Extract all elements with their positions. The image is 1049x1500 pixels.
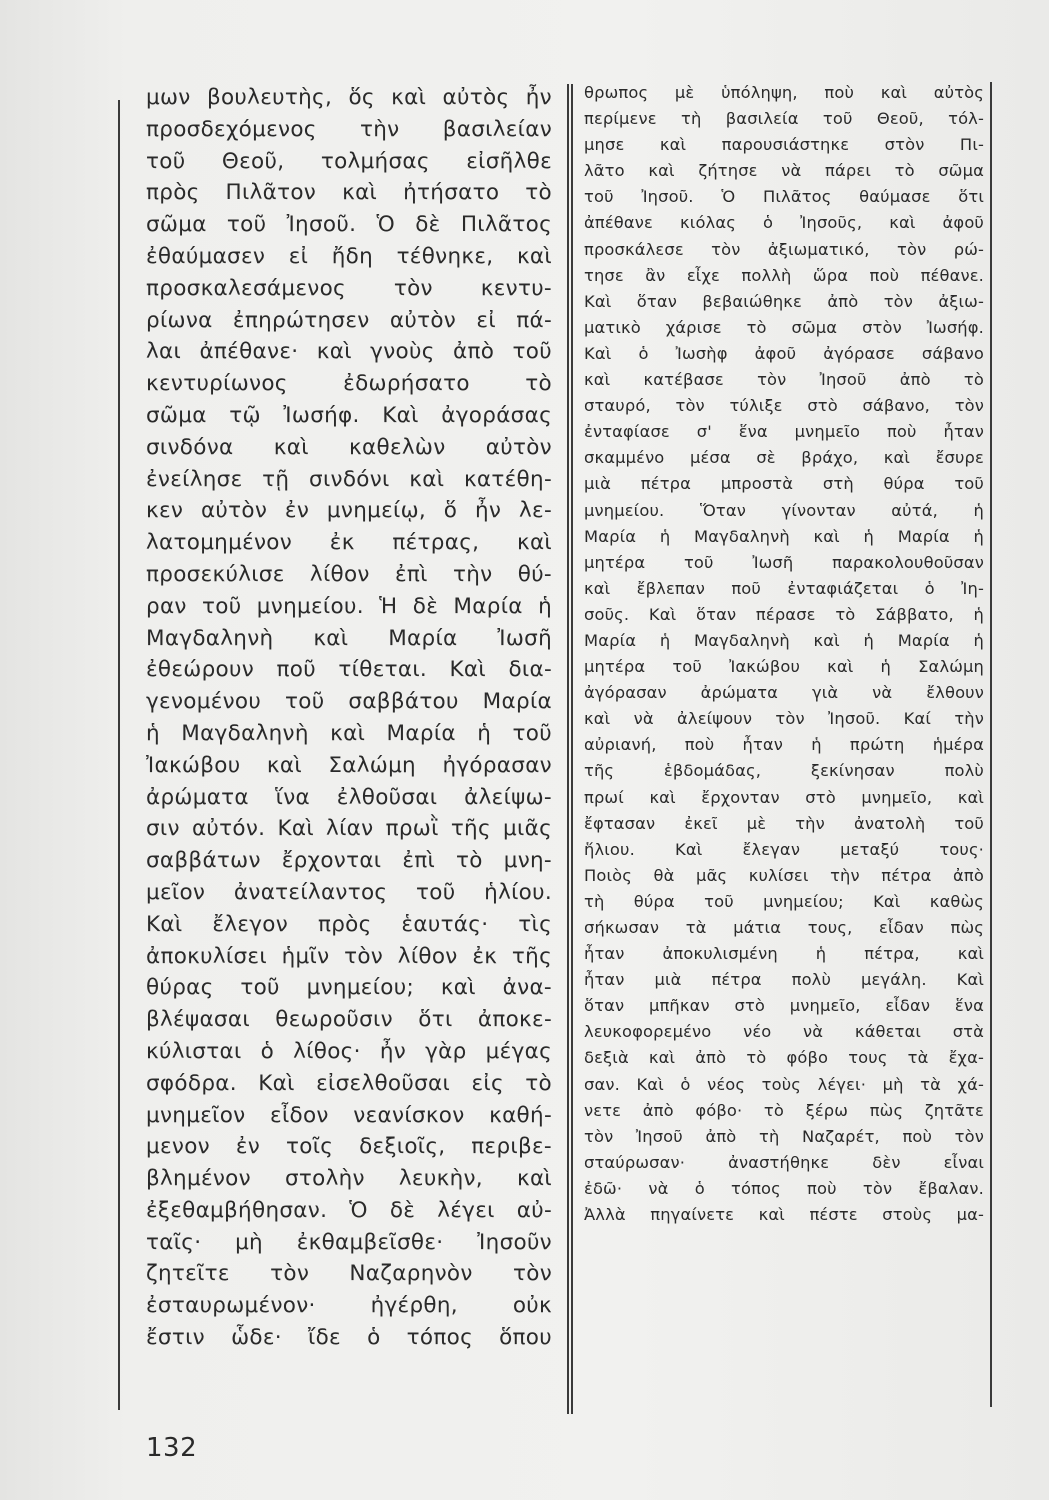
left-margin-rule [118, 100, 120, 1410]
text-line: Ἀλλὰ πηγαίνετε καὶ πέστε στοὺς μα- [584, 1205, 984, 1225]
text-line: λαι ἀπέθανε· καὶ γνοὺς ἀπὸ τοῦ [146, 339, 552, 365]
text-line: σαν. Καὶ ὁ νέος τοὺς λέγει· μὴ τὰ χά- [584, 1074, 984, 1094]
text-line: ἐθαύμασεν εἰ ἤδη τέθνηκε, καὶ [146, 243, 552, 269]
text-line: πρωί καὶ ἔρχονταν στὸ μνημεῖο, καὶ [584, 787, 984, 807]
text-line: νετε ἀπὸ φόβο· τὸ ξέρω πὼς ζητᾶτε [584, 1100, 984, 1120]
right-margin-rule [990, 82, 992, 1407]
text-line: σινδόνα καὶ καθελὼν αὐτὸν [146, 434, 552, 460]
text-line: ἔφτασαν ἐκεῖ μὲ τὴν ἀνατολὴ τοῦ [584, 813, 984, 833]
text-line: μεῖον ἀνατείλαντος τοῦ ἡλίου. [146, 879, 552, 905]
text-line: καὶ ἔβλεπαν ποῦ ἐνταφιάζεται ὁ Ἰη- [584, 578, 984, 598]
text-line: δεξιὰ καὶ ἀπὸ τὸ φόβο τους τὰ ἔχα- [584, 1048, 984, 1068]
text-line: κεντυρίωνος ἐδωρήσατο τὸ [146, 371, 552, 397]
text-line: ὅταν μπῆκαν στὸ μνημεῖο, εἶδαν ἕνα [584, 996, 984, 1016]
text-line: σφόδρα. Καὶ εἰσελθοῦσαι εἰς τὸ [146, 1070, 552, 1096]
text-line: σῶμα τοῦ Ἰησοῦ. Ὁ δὲ Πιλᾶτος [146, 212, 552, 238]
text-line: ζητεῖτε τὸν Ναζαρηνὸν τὸν [146, 1261, 552, 1287]
text-line: μενον ἐν τοῖς δεξιοῖς, περιβε- [146, 1134, 552, 1160]
text-line: ρίωνα ἐπηρώτησεν αὐτὸν εἰ πά- [146, 307, 552, 333]
text-line: ἥλιου. Καὶ ἔλεγαν μεταξύ τους· [584, 839, 984, 859]
text-line: ἀπέθανε κιόλας ὁ Ἰησοῦς, καὶ ἀφοῦ [584, 213, 984, 233]
text-line: Μαρία ἡ Μαγδαληνὴ καὶ ἡ Μαρία ἡ [584, 526, 984, 546]
text-line: ἀρώματα ἵνα ἐλθοῦσαι ἀλείψω- [146, 784, 552, 810]
text-line: Καὶ ὅταν βεβαιώθηκε ἀπὸ τὸν ἀξιω- [584, 291, 984, 311]
text-line: προσδεχόμενος τὴν βασιλείαν [146, 116, 552, 142]
text-line: Ποιὸς θὰ μᾶς κυλίσει τὴν πέτρα ἀπὸ [584, 865, 984, 885]
translation-text-column [584, 80, 984, 1228]
page-number: 132 [146, 1433, 198, 1463]
text-line: ἦταν μιὰ πέτρα πολὺ μεγάλη. Καὶ [584, 970, 984, 990]
text-line: Μαγδαληνὴ καὶ Μαρία Ἰωσῆ [146, 625, 552, 651]
text-line: σιν αὐτόν. Καὶ λίαν πρωῒ τῆς μιᾶς [146, 816, 552, 842]
text-line: ματικὸ χάρισε τὸ σῶμα στὸν Ἰωσήφ. [584, 317, 984, 337]
text-line: θύρας τοῦ μνημείου; καὶ ἀνα- [146, 975, 552, 1001]
text-line: προσκαλεσάμενος τὸν κεντυ- [146, 275, 552, 301]
text-line: κεν αὐτὸν ἐν μνημείῳ, ὅ ἦν λε- [146, 498, 552, 524]
text-line: τοῦ Ἰησοῦ. Ὁ Πιλᾶτος θαύμασε ὅτι [584, 187, 984, 207]
text-line: τησε ἂν εἶχε πολλὴ ὥρα ποὺ πέθανε. [584, 265, 984, 285]
text-line: ἐξεθαμβήθησαν. Ὁ δὲ λέγει αὐ- [146, 1197, 552, 1223]
text-line: λατομημένον ἐκ πέτρας, καὶ [146, 530, 552, 556]
text-line: προσεκύλισε λίθον ἐπὶ τὴν θύ- [146, 561, 552, 587]
center-divider-rule [567, 84, 569, 1414]
text-line: τὸν Ἰησοῦ ἀπὸ τὴ Ναζαρέτ, ποὺ τὸν [584, 1126, 984, 1146]
text-line: Καὶ ὁ Ἰωσὴφ ἀφοῦ ἀγόρασε σάβανο [584, 343, 984, 363]
text-line: ἐσταυρωμένον· ἠγέρθη, οὐκ [146, 1293, 552, 1319]
text-line: σταύρωσαν· ἀναστήθηκε δὲν εἶναι [584, 1152, 984, 1172]
text-line: ἐνείλησε τῇ σινδόνι καὶ κατέθη- [146, 466, 552, 492]
text-line: περίμενε τὴ βασιλεία τοῦ Θεοῦ, τόλ- [584, 109, 984, 129]
text-line: ἔστιν ὧδε· ἴδε ὁ τόπος ὅπου [146, 1325, 552, 1351]
text-line: προσκάλεσε τὸν ἀξιωματικό, τὸν ρώ- [584, 239, 984, 259]
text-line: ἦταν ἀποκυλισμένη ἡ πέτρα, καὶ [584, 944, 984, 964]
text-line: σῶμα τῷ Ἰωσήφ. Καὶ ἀγοράσας [146, 402, 552, 428]
text-line: μνημείου. Ὅταν γίνονταν αὐτά, ἡ [584, 500, 984, 520]
text-line: ραν τοῦ μνημείου. Ἡ δὲ Μαρία ἡ [146, 593, 552, 619]
text-line: Μαρία ἡ Μαγδαληνὴ καὶ ἡ Μαρία ἡ [584, 630, 984, 650]
original-text-column [146, 82, 552, 1354]
text-line: σαββάτων ἔρχονται ἐπὶ τὸ μνη- [146, 848, 552, 874]
text-line: βλέψασαι θεωροῦσιν ὅτι ἀποκε- [146, 1007, 552, 1033]
text-line: πρὸς Πιλᾶτον καὶ ἠτήσατο τὸ [146, 180, 552, 206]
text-line: σήκωσαν τὰ μάτια τους, εἶδαν πὼς [584, 918, 984, 937]
text-line: θρωπος μὲ ὑπόληψη, ποὺ καὶ αὐτὸς [584, 83, 984, 102]
text-line: Ἰακώβου καὶ Σαλώμη ἠγόρασαν [146, 752, 552, 778]
text-line: τοῦ Θεοῦ, τολμήσας εἰσῆλθε [146, 148, 552, 174]
text-line: ἐδῶ· νὰ ὁ τόπος ποὺ τὸν ἔβαλαν. [584, 1178, 984, 1198]
text-line: μητέρα τοῦ Ἰακώβου καὶ ἡ Σαλώμη [584, 657, 984, 677]
text-line: μητέρα τοῦ Ἰωσῆ παρακολουθοῦσαν [584, 552, 984, 572]
text-line: ἐθεώρουν ποῦ τίθεται. Καὶ δια- [146, 657, 552, 683]
text-line: σταυρό, τὸν τύλιξε στὸ σάβανο, τὸν [584, 396, 984, 416]
text-line: σοῦς. Καὶ ὅταν πέρασε τὸ Σάββατο, ἡ [584, 604, 984, 624]
text-line: σκαμμένο μέσα σὲ βράχο, καὶ ἔσυρε [584, 448, 984, 468]
text-line: βλημένον στολὴν λευκὴν, καὶ [146, 1166, 552, 1192]
text-line: μιὰ πέτρα μπροστὰ στὴ θύρα τοῦ [584, 474, 984, 494]
text-line: κύλισται ὁ λίθος· ἦν γὰρ μέγας [146, 1038, 552, 1064]
text-line: μησε καὶ παρουσιάστηκε στὸν Πι- [584, 135, 984, 155]
text-line: λᾶτο καὶ ζήτησε νὰ πάρει τὸ σῶμα [584, 161, 984, 181]
text-line: λευκοφορεμένο νέο νὰ κάθεται στὰ [584, 1022, 984, 1042]
text-line: μνημεῖον εἶδον νεανίσκον καθή- [146, 1102, 552, 1128]
text-line: αὐριανή, ποὺ ἦταν ἡ πρώτη ἡμέρα [584, 735, 984, 755]
text-line: Καὶ ἔλεγον πρὸς ἑαυτάς· τὶς [146, 911, 552, 937]
text-line: καὶ νὰ ἀλείψουν τὸν Ἰησοῦ. Καί τὴν [584, 709, 984, 729]
text-line: μων βουλευτὴς, ὅς καὶ αὐτὸς ἦν [146, 85, 552, 110]
text-line: ἐνταφίασε σ' ἕνα μνημεῖο ποὺ ἦταν [584, 422, 984, 442]
text-line: ἡ Μαγδαληνὴ καὶ Μαρία ἡ τοῦ [146, 720, 552, 746]
text-line: τῆς ἑβδομάδας, ξεκίνησαν πολὺ [584, 761, 984, 781]
text-line: ἀποκυλίσει ἡμῖν τὸν λίθον ἐκ τῆς [146, 943, 552, 969]
center-divider-rule-2 [571, 84, 573, 1414]
text-line: ταῖς· μὴ ἐκθαμβεῖσθε· Ἰησοῦν [146, 1229, 552, 1255]
text-line: ἀγόρασαν ἀρώματα γιὰ νὰ ἔλθουν [584, 683, 984, 703]
text-line: τὴ θύρα τοῦ μνημείου; Καὶ καθὼς [584, 891, 984, 911]
text-line: γενομένου τοῦ σαββάτου Μαρία [146, 689, 552, 715]
text-line: καὶ κατέβασε τὸν Ἰησοῦ ἀπὸ τὸ [584, 370, 984, 390]
